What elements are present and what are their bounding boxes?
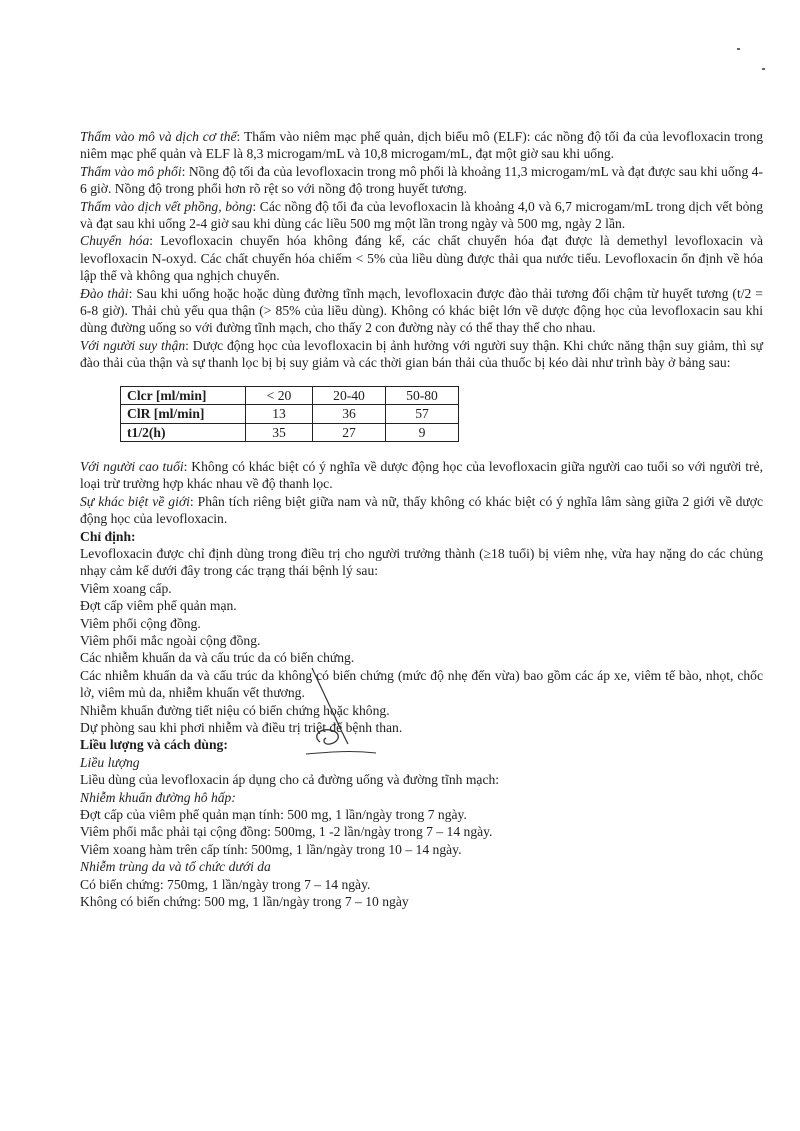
table-cell: 57 [386,405,459,423]
label-blister: Thấm vào dịch vết phồng, bỏng [80,198,253,214]
paragraph-renal [80,337,763,372]
paragraph-elimination [80,285,763,337]
label-elderly: Với người cao tuổi [80,458,184,474]
table-cell: 27 [313,423,386,441]
indication-item: Viêm phổi mắc ngoài cộng đồng. [80,632,261,648]
paragraph-tissue [80,128,763,163]
respiratory-heading: Nhiễm khuẩn đường hô hấp: [80,789,236,805]
renal-table [120,386,459,442]
text-lung: : Nồng độ tối đa của levofloxacin trong mô phổi là khoảng 11,3 microgam/mL và đạt được sau khi uống 4-6 giờ. Nồng độ trong phổi hơn rõ rệt so với nồng độ trong huyết tương. [80,163,764,197]
table-cell: 20-40 [313,386,386,404]
label-lung: Thấm vào mô phổi [80,163,182,179]
label-metabolism: Chuyển hóa [80,233,150,249]
table-cell: < 20 [246,386,313,404]
indication-heading: Chỉ định: [80,528,136,544]
table-row [121,423,459,441]
respiratory-item: Viêm phổi mắc phải tại cộng đồng: 500mg, 1 -2 lần/ngày trong 7 – 14 ngày. [80,824,493,840]
indication-intro: Levofloxacin được chỉ định dùng trong điều trị cho người trưởng thành (≥18 tuổi) bị viêm nhẹ, vừa hay nặng do các chủng nhạy cảm kể dưới đây trong các trạng thái bệnh lý sau: [80,545,763,579]
dosage-subheading: Liều lượng [80,754,140,770]
row-label-clr: ClR [ml/min] [121,405,246,423]
indication-item: Đợt cấp viêm phế quản mạn. [80,598,237,614]
text-gender: : Phân tích riêng biệt giữa nam và nữ, thấy không có khác biệt có ý nghĩa lâm sàng giữa 2 giới về dược động học của levofloxacin. [80,493,763,527]
table-cell: 50-80 [386,386,459,404]
label-gender: Sự khác biệt về giới [80,493,190,509]
row-label-half-life: t1/2(h) [121,423,246,441]
text-tissue: : Thấm vào niêm mạc phế quản, dịch biểu mô (ELF): các nồng độ tối đa của levofloxacin trong niêm mạc phế quản và ELF là 8,3 microgam/mL và 10,8 microgam/mL, đạt một giờ sau khi uống. [80,129,763,162]
text-elimination: : Sau khi uống hoặc hoặc dùng đường tĩnh mạch, levofloxacin được đào thải tương đối chậm từ huyết tương (t/2 = 6-8 giờ). Thải chủ yếu qua thận (> 85% của liều dùng). Không có khác biệt lớn về dược động học của levofloxacin sau khi dùng đường uống so với đường tĩnh mạch, cho thấy 2 con đường này có thể thay thế cho nhau. [80,285,763,336]
indication-item: Các nhiễm khuẩn da và cấu trúc da có biến chứng. [80,650,355,666]
scan-speck [737,48,740,50]
label-tissue: Thấm vào mô và dịch cơ thể [80,129,237,144]
indication-item: Các nhiễm khuẩn da và cấu trúc da không có biến chứng (mức độ nhẹ đến vừa) bao gồm các áp xe, viêm tế bào, nhọt, chốc lở, viêm mủ da, nhiễm khuẩn vết thương. [80,667,763,701]
skin-heading: Nhiễm trùng da và tổ chức dưới da [80,859,271,875]
text-renal: : Dược động học của levofloxacin bị ảnh hưởng với người suy thận. Khi chức năng thận suy giảm, thì sự đào thải của thận và sự thanh lọc bị bị suy giảm và các thời gian bán thải của thuốc bị kéo dài như trình bày ở bảng sau: [80,337,764,371]
text-metabolism: : Levofloxacin chuyển hóa không đáng kể, các chất chuyển hóa đạt được là demethyl levofloxacin và levofloxacin N-oxyd. Các chất chuyển hóa chiếm < 5% của liều dùng được thải qua nước tiểu. Levofloxacin ổn định về hóa lập thể và không qua nghịch chuyển. [80,233,763,284]
indication-item: Viêm phổi cộng đồng. [80,615,201,631]
scan-speck [762,68,765,70]
paragraph-elderly [80,458,763,493]
text-elderly: : Không có khác biệt có ý nghĩa về dược động học của levofloxacin giữa người cao tuổi so với người trẻ, loại trừ trường hợp khác nhau về độ thanh lọc. [80,458,763,492]
row-label-clcr: Clcr [ml/min] [121,386,246,404]
indication-item: Viêm xoang cấp. [80,580,172,596]
paragraph-metabolism [80,232,763,284]
label-renal: Với người suy thận [80,337,186,353]
indication-item: Nhiễm khuẩn đường tiết niệu có biến chứng hoặc không. [80,702,390,718]
table-cell: 9 [386,423,459,441]
indication-item: Dự phòng sau khi phơi nhiễm và điều trị triệt để bệnh than. [80,720,403,735]
paragraph-gender [80,493,763,528]
paragraph-blister [80,198,763,233]
label-elimination: Đào thải [80,285,129,301]
text-blister: : Các nồng độ tối đa của levofloxacin là khoảng 4,0 và 6,7 microgam/mL trong dịch vết bỏng và đạt sau khi uống 2-4 giờ sau khi dùng các liều 500 mg một lần trong ngày và 500 mg, ngày 2 lần. [80,198,764,232]
respiratory-item: Viêm xoang hàm trên cấp tính: 500mg, 1 lần/ngày trong 10 – 14 ngày. [80,841,462,857]
table-cell: 35 [246,423,313,441]
table-cell: 36 [313,405,386,423]
table-cell: 13 [246,405,313,423]
table-row [121,405,459,423]
paragraph-lung [80,163,763,198]
dosage-heading: Liều lượng và cách dùng: [80,737,228,753]
skin-item: Có biến chứng: 750mg, 1 lần/ngày trong 7 – 14 ngày. [80,876,371,892]
document-page [80,128,763,910]
dosage-intro: Liều dùng của levofloxacin áp dụng cho cả đường uống và đường tĩnh mạch: [80,772,500,788]
table-row [121,386,459,404]
respiratory-item: Đợt cấp của viêm phế quản mạn tính: 500 mg, 1 lần/ngày trong 7 ngày. [80,807,467,823]
skin-item: Không có biến chứng: 500 mg, 1 lần/ngày trong 7 – 10 ngày [80,894,409,910]
